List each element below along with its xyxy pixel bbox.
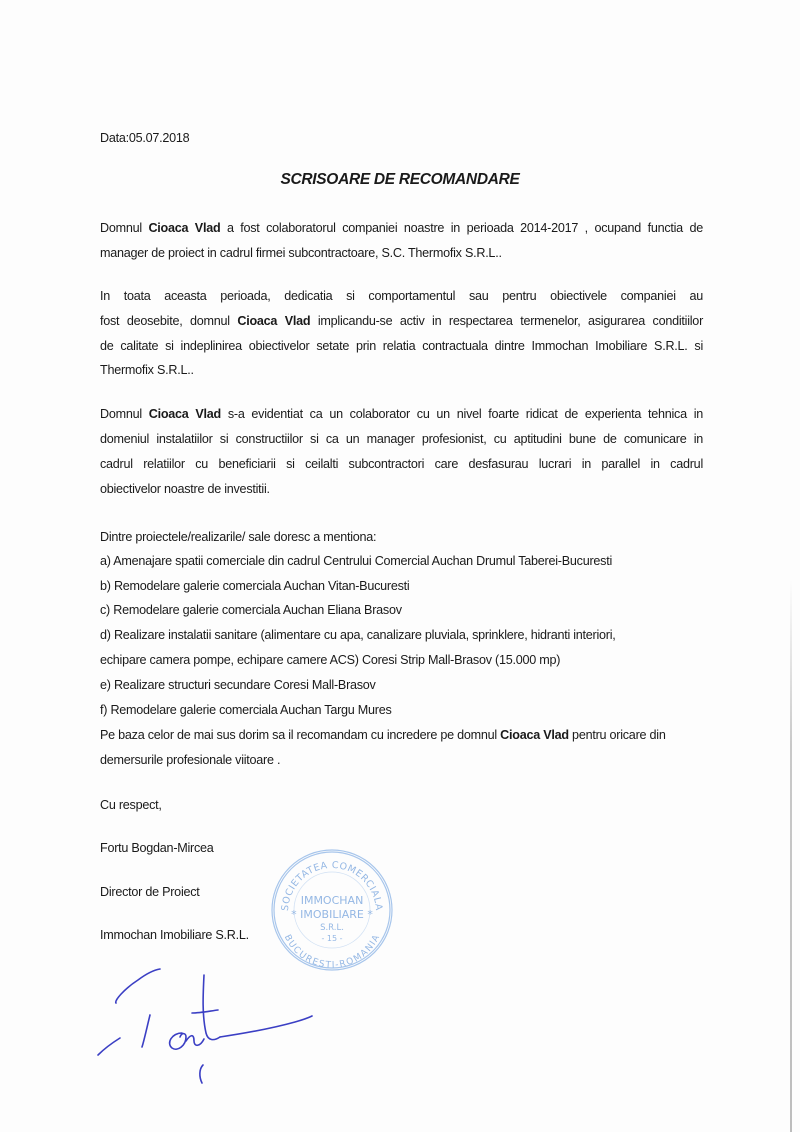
candidate-name: Cioaca Vlad [148, 221, 221, 235]
closing-salutation: Cu respect, [100, 798, 162, 812]
handwritten-signature-icon [90, 955, 320, 1085]
recommendation-line-1 [100, 727, 666, 743]
scan-edge-line [790, 580, 792, 1132]
project-item-e: e) Realizare structuri secundare Coresi Mall-Brasov [100, 678, 376, 692]
text-segment: pentru oricare din [568, 728, 666, 742]
paragraph-3-line-1 [100, 406, 703, 422]
text-segment: implicandu-se activ in respectarea termenelor, asigurarea conditiilor [310, 314, 704, 328]
signer-name: Fortu Bogdan-Mircea [100, 841, 214, 855]
letter-title: SCRISOARE DE RECOMANDARE [280, 171, 520, 188]
project-item-a: a) Amenajare spatii comerciale din cadrul Centrului Comercial Auchan Drumul Taberei-Bucuresti [100, 554, 612, 568]
svg-text:- 15 -: - 15 - [321, 934, 343, 943]
svg-text:* IMOBILIARE *: * IMOBILIARE * [291, 908, 373, 921]
paragraph-3-line-4: obiectivelor noastre de investitii. [100, 482, 270, 496]
paragraph-1-line-2: manager de proiect in cadrul firmei subcontractoare, S.C. Thermofix S.R.L.. [100, 246, 502, 260]
text-segment: s-a evidentiat ca un colaborator cu un nivel foarte ridicat de experienta tehnica in [221, 407, 703, 421]
text-segment: a fost colaboratorul companiei noastre in perioada 2014-2017 , ocupand functia de [220, 221, 703, 235]
project-item-d-continued: echipare camera pompe, echipare camere ACS) Coresi Strip Mall-Brasov (15.000 mp) [100, 653, 561, 667]
candidate-name: Cioaca Vlad [500, 728, 569, 742]
recommendation-line-2: demersurile profesionale viitoare . [100, 753, 281, 767]
paragraph-2-line-4: Thermofix S.R.L.. [100, 363, 194, 377]
signer-company: Immochan Imobiliare S.R.L. [100, 928, 249, 942]
paragraph-3-line-3: cadrul relatiilor cu beneficiarii si ceilalti subcontractori care desfasurau lucrari in parallel in cadrul [100, 457, 703, 471]
projects-intro: Dintre proiectele/realizarile/ sale doresc a mentiona: [100, 530, 377, 544]
text-segment: Pe baza celor de mai sus dorim sa il recomandam cu incredere pe domnul [100, 728, 501, 742]
svg-text:IMMOCHAN: IMMOCHAN [300, 894, 364, 907]
paragraph-2-line-3: de calitate si indeplinirea obiectivelor setate prin relatia contractuala dintre Immochan Imobiliare S.R.L. si [100, 339, 703, 353]
candidate-name: Cioaca Vlad [148, 407, 221, 421]
svg-text:SOCIETATEA COMERCIALA: SOCIETATEA COMERCIALA [279, 859, 385, 912]
paragraph-2-line-1: In toata aceasta perioada, dedicatia si comportamentul sau pentru obiectivele companiei au [100, 289, 703, 303]
project-item-f: f) Remodelare galerie comerciala Auchan Targu Mures [100, 703, 392, 717]
svg-text:S.R.L.: S.R.L. [320, 923, 344, 933]
paragraph-2-line-2 [100, 313, 703, 329]
project-item-c: c) Remodelare galerie comerciala Auchan Eliana Brasov [100, 603, 402, 617]
text-segment: Domnul [100, 221, 149, 235]
paragraph-1-line-1 [100, 220, 703, 236]
letter-date: Data:05.07.2018 [100, 131, 190, 145]
candidate-name: Cioaca Vlad [237, 314, 311, 328]
project-item-d: d) Realizare instalatii sanitare (alimentare cu apa, canalizare pluviala, sprinklere, hidranti interiori, [100, 628, 616, 642]
text-segment: Domnul [100, 407, 149, 421]
signer-title: Director de Proiect [100, 885, 200, 899]
paragraph-3-line-2: domeniul instalatiilor si constructiilor si ca un manager profesionist, cu aptitudini bune de comunicare in [100, 432, 703, 446]
svg-text:BUCURESTI-ROMANIA: BUCURESTI-ROMANIA [281, 933, 383, 971]
project-item-b: b) Remodelare galerie comerciala Auchan Vitan-Bucuresti [100, 579, 410, 593]
text-segment: fost deosebite, domnul [100, 314, 238, 328]
